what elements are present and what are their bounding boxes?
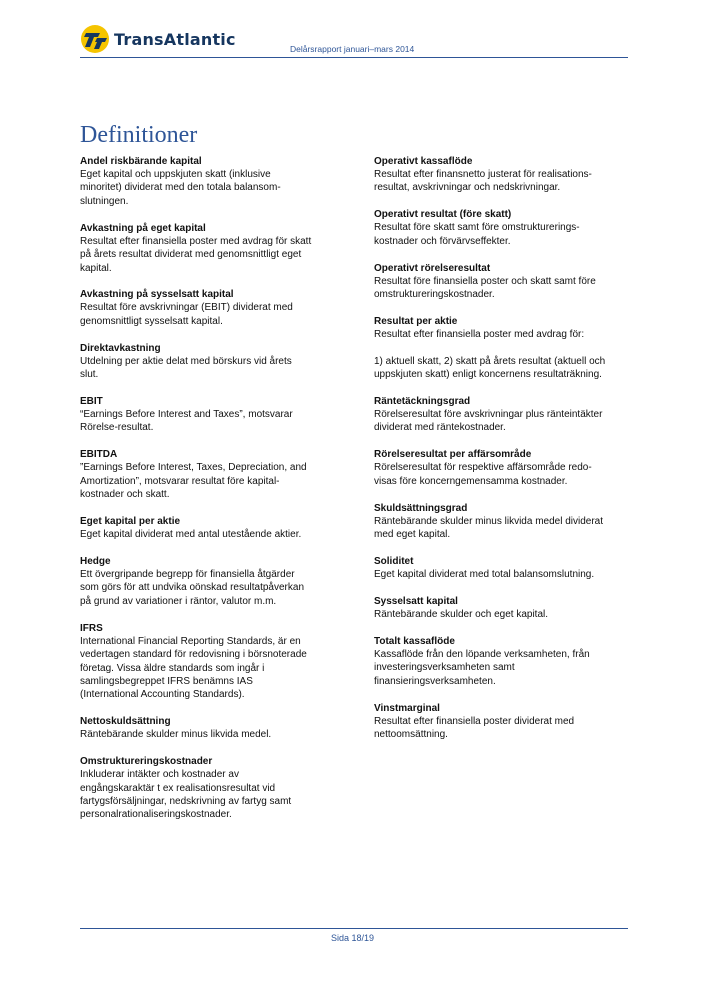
definition-text (374, 648, 632, 688)
brand-name: TransAtlantic (114, 29, 236, 49)
definition-term: Totalt kassaflöde (374, 635, 455, 647)
header-divider (80, 57, 628, 58)
definition-text (80, 301, 338, 328)
definition-text (374, 168, 632, 195)
definition-entry (80, 448, 338, 501)
definition-line: Rörelseresultat för respektive affärsområde redo- (374, 462, 592, 474)
definition-description (80, 768, 338, 822)
definition-description (80, 408, 338, 435)
definition-line: 1) aktuell skatt, 2) skatt på årets resultat (aktuell och (374, 355, 606, 367)
definition-entry (374, 262, 632, 302)
definition-line: Inkluderar intäkter och kostnader av (80, 769, 239, 781)
definition-description (80, 568, 338, 608)
definition-text (374, 568, 632, 581)
definition-text (374, 328, 632, 341)
definition-entry (80, 395, 338, 435)
report-title: Delårsrapport januari–mars 2014 (290, 44, 415, 54)
definition-line: på årets resultat dividerat med genomsnittligt eget (80, 249, 302, 261)
definition-line: Resultat före skatt samt före omstrukturerings- (374, 222, 580, 234)
definition-entry (374, 702, 632, 742)
definition-entry (374, 395, 632, 435)
definition-entry (374, 595, 632, 621)
definition-text (80, 235, 338, 275)
definition-line: på grund av variationer i räntor, valutor m.m. (80, 595, 277, 607)
definition-description (374, 715, 632, 742)
definition-entry (374, 155, 632, 195)
definition-entry (374, 208, 632, 248)
definition-term: Sysselsatt kapital (374, 595, 458, 607)
definition-line: (International Accounting Standards). (80, 689, 245, 701)
definition-description (80, 728, 338, 741)
definition-text (374, 608, 632, 621)
definition-term: Soliditet (374, 555, 414, 567)
definition-text (374, 408, 632, 435)
definition-line: slutningen. (80, 195, 129, 207)
definition-description (80, 528, 338, 541)
definition-line: Resultat efter finansnetto justerat för realisations- (374, 169, 592, 180)
definition-description (374, 168, 632, 195)
definition-term: Omstruktureringskostnader (80, 756, 213, 768)
definition-line: Ett övergripande begrepp för finansiella åtgärder (80, 569, 295, 580)
definition-line: Utdelning per aktie delat med börskurs vid årets (80, 355, 292, 367)
definition-term: Operativt rörelseresultat (374, 262, 491, 274)
definition-line: Amortization”, motsvarar resultat före kapital- (80, 475, 280, 487)
definition-line: Räntebärande skulder minus likvida medel. (80, 729, 272, 741)
definition-description (80, 301, 338, 328)
definition-term: Skuldsättningsgrad (374, 502, 468, 514)
definition-entry (80, 555, 338, 608)
definition-entry (374, 502, 632, 542)
definition-term: Rörelseresultat per affärsområde (374, 449, 532, 461)
definition-line: med eget kapital. (374, 529, 451, 541)
definition-entry (374, 555, 632, 581)
footer-divider (80, 928, 628, 929)
definition-line: Resultat efter finansiella poster med avdrag för skatt (80, 235, 312, 247)
definition-line: kapital. (80, 262, 112, 274)
definition-entry (374, 448, 632, 488)
definition-description (374, 328, 632, 382)
definition-text (374, 355, 632, 382)
definition-entry (374, 635, 632, 688)
definition-description (374, 648, 632, 688)
definition-description (80, 235, 338, 275)
definition-term: Räntetäckningsgrad (374, 396, 471, 408)
definition-description (374, 515, 632, 542)
definition-text (80, 768, 338, 822)
definition-entry (80, 155, 338, 208)
definition-term: Nettoskuldsättning (80, 716, 171, 728)
definition-line: finansieringsverksamheten. (374, 675, 496, 687)
definition-description (374, 568, 632, 581)
definition-term: Operativt resultat (före skatt) (374, 209, 512, 221)
definition-entry (80, 515, 338, 541)
definition-description (80, 168, 338, 208)
definition-description (374, 275, 632, 302)
definition-text (374, 221, 632, 248)
definition-text (374, 515, 632, 542)
definition-text (80, 568, 338, 608)
page-number: Sida 18/19 (330, 933, 375, 943)
definition-entry (374, 315, 632, 382)
definition-line: Eget kapital och uppskjuten skatt (inklusive (80, 169, 271, 180)
definitions-left-column (80, 155, 338, 835)
definition-line: visas före koncerngemensamma kostnader. (374, 475, 568, 487)
definition-line: Räntebärande skulder minus likvida medel dividerat (374, 515, 604, 527)
definition-line: uppskjuten skatt) enligt koncernens resultaträkning. (374, 369, 602, 381)
definition-text (80, 528, 338, 541)
definition-line: personalrationaliseringskostnader. (80, 809, 232, 821)
definition-line: Räntebärande skulder och eget kapital. (374, 608, 549, 620)
definition-line: kostnader och skatt. (80, 489, 170, 501)
definition-term: Operativt kassaflöde (374, 156, 473, 167)
definition-entry (80, 622, 338, 702)
definition-line: International Financial Reporting Standards, är en (80, 635, 301, 647)
definition-text (80, 635, 338, 702)
definition-text (80, 728, 338, 741)
definition-term: Vinstmarginal (374, 702, 440, 714)
definition-text (80, 408, 338, 435)
definition-line: ”Earnings Before Interest, Taxes, Depreciation, and (80, 462, 307, 474)
definition-term: EBITDA (80, 449, 118, 461)
definition-line: resultat, avskrivningar och nedskrivningar. (374, 182, 561, 194)
definition-text (374, 715, 632, 742)
definition-description (80, 635, 338, 702)
page-header (80, 24, 628, 58)
definition-description (80, 355, 338, 382)
transatlantic-logo-icon (80, 24, 110, 54)
definition-term: Avkastning på eget kapital (80, 222, 206, 234)
definition-line: Kassaflöde från den löpande verksamheten, från (374, 648, 590, 660)
definition-entry (80, 288, 338, 328)
definition-term: Resultat per aktie (374, 315, 458, 327)
definition-line: omstruktureringskostnader. (374, 289, 495, 301)
definition-line: som görs för att undvika oönskad resultatpåverkan (80, 582, 305, 594)
definition-line: samlingsbegreppet IFRS benämns IAS (80, 675, 253, 687)
definition-line: Resultat före avskrivningar (EBIT) dividerat med (80, 302, 293, 314)
definition-description (374, 461, 632, 488)
definition-line: nettoomsättning. (374, 728, 448, 740)
definition-description (374, 608, 632, 621)
definition-line: fartygsförsäljningar, nedskrivning av fartyg samt (80, 795, 292, 807)
definition-entry (80, 715, 338, 741)
definition-line: engångskaraktär t ex realisationsresultat vid (80, 782, 276, 794)
definition-line: Resultat efter finansiella poster dividerat med (374, 715, 575, 727)
definition-term: Hedge (80, 556, 111, 567)
definition-line: Resultat efter finansiella poster med avdrag för: (374, 328, 585, 340)
definition-text (80, 168, 338, 208)
definition-line: företag. Vissa äldre standards som ingår i (80, 662, 265, 674)
definition-line: vedertagen standard för redovisning i börsnoterade (80, 649, 307, 661)
definition-term: IFRS (80, 622, 103, 634)
definition-description (80, 461, 338, 501)
definition-line: Eget kapital dividerat med antal utestående aktier. (80, 529, 302, 541)
definition-entry (80, 755, 338, 822)
definition-text (374, 275, 632, 302)
definition-term: Direktavkastning (80, 342, 161, 354)
definition-text (80, 461, 338, 501)
definition-term: Andel riskbärande kapital (80, 156, 202, 167)
definition-line: kostnader och förvärvseffekter. (374, 235, 511, 247)
definition-line: Resultat före finansiella poster och skatt samt före (374, 275, 596, 287)
definition-line: investeringsverksamheten samt (374, 662, 515, 674)
definition-line: slut. (80, 369, 99, 381)
brand-logo (80, 24, 236, 54)
definition-line: dividerat med räntekostnader. (374, 422, 506, 434)
definition-text (374, 461, 632, 488)
definition-line: Rörelseresultat före avskrivningar plus ränteintäkter (374, 409, 603, 421)
definition-description (374, 221, 632, 248)
definition-entry (80, 342, 338, 382)
page-title: Definitioner (80, 122, 198, 148)
definition-line: Rörelse-resultat. (80, 422, 154, 434)
definition-line: genomsnittligt sysselsatt kapital. (80, 315, 223, 327)
definition-line: Eget kapital dividerat med total balansomslutning. (374, 568, 595, 580)
definition-entry (80, 222, 338, 275)
definition-line: minoritet) dividerat med den totala balansom- (80, 182, 281, 194)
definition-term: EBIT (80, 396, 103, 408)
definition-term: Eget kapital per aktie (80, 516, 181, 528)
definition-term: Avkastning på sysselsatt kapital (80, 289, 234, 301)
definition-description (374, 408, 632, 435)
definitions-right-column (374, 155, 632, 755)
definition-line: “Earnings Before Interest and Taxes”, motsvarar (80, 409, 293, 421)
definition-text (80, 355, 338, 382)
